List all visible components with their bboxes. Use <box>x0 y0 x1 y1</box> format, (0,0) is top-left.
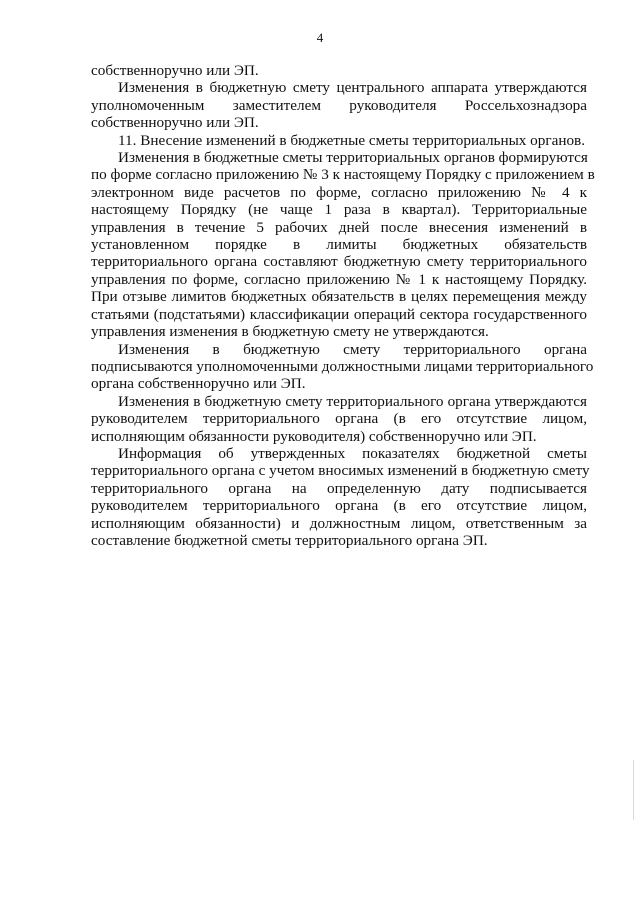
text-line: территориального органа составляют бюджетную смету территориального <box>91 253 587 271</box>
text-line: Информация об утвержденных показателях бюджетной сметы <box>118 444 587 462</box>
text-line: управления по форме, согласно приложению № 1 к настоящему Порядку. <box>91 270 587 288</box>
text-line: территориального органа на определенную дату подписывается <box>91 479 587 497</box>
text-line: собственноручно или ЭП. <box>91 62 259 79</box>
text-line: статьями (подстатьями) классификации операций сектора государственного <box>91 305 587 323</box>
document-body <box>91 62 595 549</box>
text-line: территориального органа с учетом вносимых изменений в бюджетную смету <box>91 462 590 480</box>
text-line: установленном порядке в лимиты бюджетных обязательств <box>91 236 587 254</box>
text-line: управления в течение 5 рабочих дней после внесения изменений в <box>91 218 587 236</box>
text-line: управления изменения в бюджетную смету не утверждаются. <box>91 323 489 341</box>
text-line: Изменения в бюджетную смету территориального органа утверждаются <box>118 392 587 410</box>
text-line: 11. Внесение изменений в бюджетные сметы территориальных органов. <box>118 131 586 149</box>
page-number: 4 <box>316 30 324 45</box>
text-line: исполняющим обязанности) и должностным лицом, ответственным за <box>91 514 587 532</box>
text-line: руководителем территориального органа (в его отсутствие лицом, <box>91 497 587 515</box>
text-line: уполномоченным заместителем руководителя Россельхознадзора <box>91 96 587 114</box>
text-line: настоящему Порядку (не чаще 1 раза в квартал). Территориальные <box>91 201 587 219</box>
scan-edge-mark <box>633 760 634 820</box>
text-line: собственноручно или ЭП. <box>91 114 259 132</box>
text-line: При отзыве лимитов бюджетных обязательств в целях перемещения между <box>91 288 587 306</box>
text-line: подписываются уполномоченными должностными лицами территориального <box>91 357 594 375</box>
text-line: исполняющим обязанности руководителя) собственноручно или ЭП. <box>91 427 537 445</box>
text-line: электронном виде расчетов по форме, согласно приложению № 4 к <box>91 183 587 201</box>
text-line: органа собственноручно или ЭП. <box>91 375 306 393</box>
text-line: руководителем территориального органа (в его отсутствие лицом, <box>91 410 587 428</box>
text-line: Изменения в бюджетную смету территориального органа <box>118 340 587 358</box>
text-line: Изменения в бюджетные сметы территориальных органов формируются <box>118 149 588 167</box>
text-line: Изменения в бюджетную смету центрального аппарата утверждаются <box>118 79 587 97</box>
text-line: по форме согласно приложению № 3 к настоящему Порядку с приложением в <box>91 166 595 184</box>
text-line: составление бюджетной сметы территориального органа ЭП. <box>91 531 488 549</box>
